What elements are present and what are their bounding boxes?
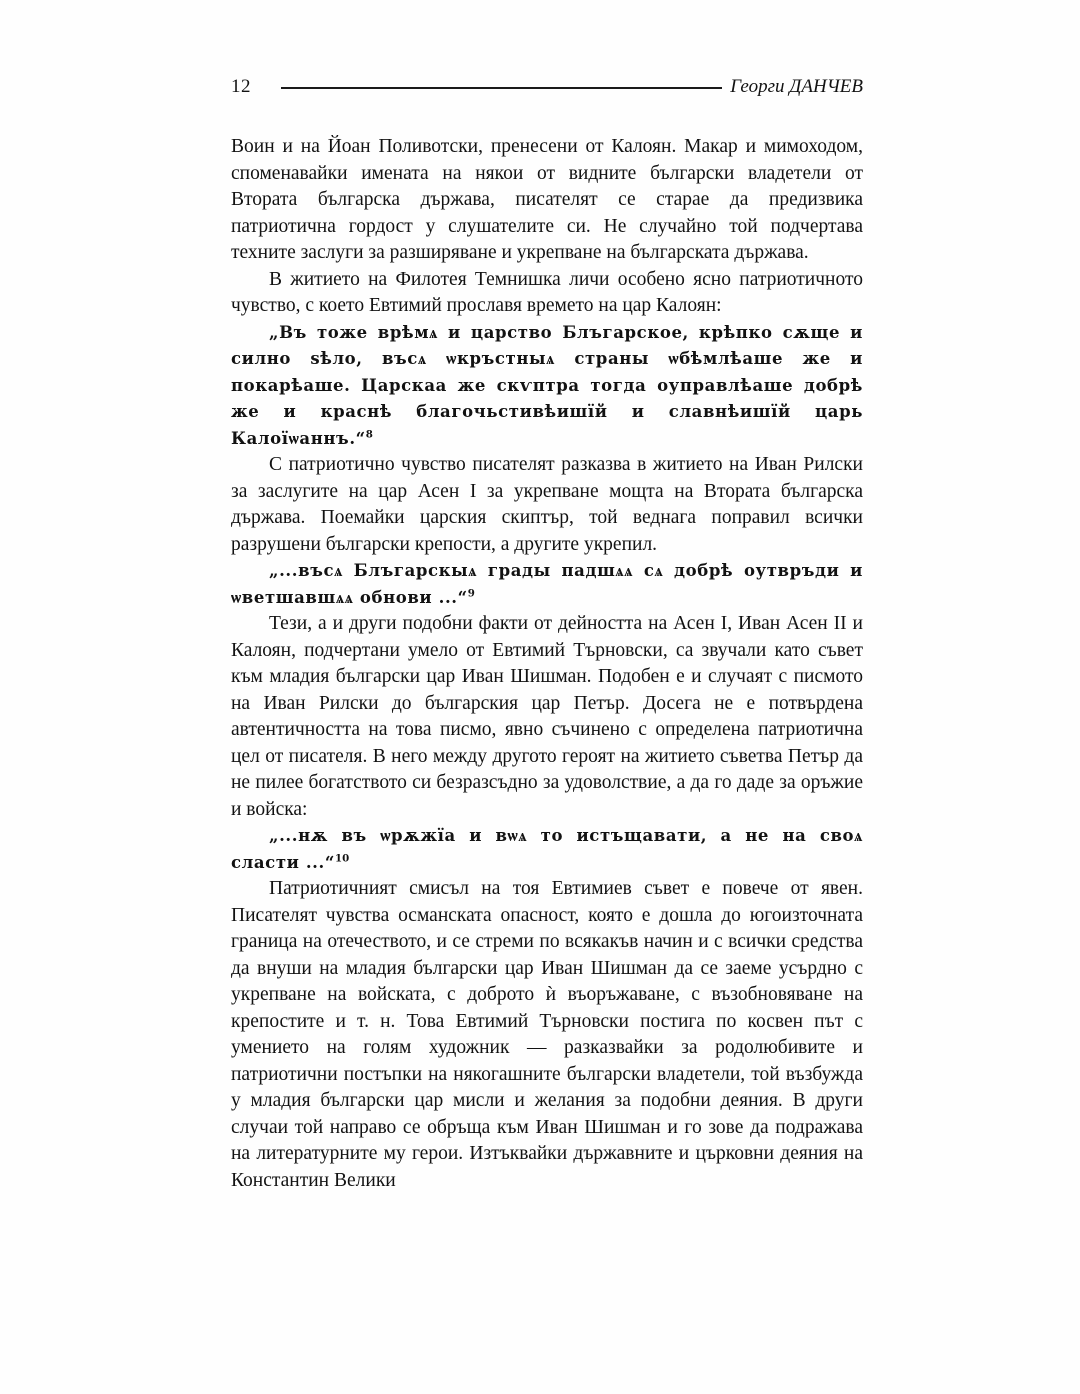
paragraph-1: Воин и на Йоан Поливотски, пренесени от Калоян. Макар и мимоходом, споменавайки имената на някои от видните български владетели от Втората българска държава, писателят се старае да предизвика патриотична гордост у слушателите си. Не случайно той подчертава техните заслуги за разширяване и укрепване на българската държава. (231, 136, 863, 263)
text-block (231, 76, 863, 1194)
quote-1-text: „Въ тоже врѣмѧ и царство Блъгарское, крѣпко сѫще и силно ѕѣло, въсѧ ѡкръстныѧ страны ѡбѣмлѣаше же и покарѣаше. Царскаа же скѵптра тогда оуправлѣаше добрѣ же и краснѣ благочьстивѣишїй и славнѣишїй царь Калоїѡаннъ.“ (231, 322, 863, 448)
paragraph-2: В житието на Филотея Темнишка личи особено ясно патриотичното чувство, с което Евтимий прославя времето на цар Калоян: (231, 268, 863, 316)
paragraph-5: Патриотичният смисъл на тоя Евтимиев съвет е повече от явен. Писателят чувства османската опасност, която е дошла до югоизточната граница на отечеството, и се стреми по всякакъв начин и с всички средства да внуши на младия български цар Иван Шишман да се заеме усърдно с укрепване на войската, с доброто ѝ въоръжаване, с възобновяване на крепостите и т. н. Това Евтимий Търновски постига по косвен път с умението на голям художник — разказвайки за родолюбивите и патриотични постъпки на някогашните български владетели, той възбужда у младия български цар мисли и желания за подобни деяния. В други случаи той направо се обръща към Иван Шишман и го зове да подражава на литературните му герои. Изтъквайки държавните и църковни деяния на Константин Велики (231, 878, 863, 1191)
paragraph-4: Тези, а и други подобни факти от дейността на Асен I, Иван Асен II и Калоян, подчертани умело от Евтимий Търновски, са звучали като съвет към младия български цар Иван Шишман. Подобен е и случаят с писмото на Иван Рилски до българския цар Петър. Досега не е потвърдена автентичността на това писмо, явно съчинено с определена патриотична цел от писателя. В него между другото героят на житието съветва Петър да не пилее богатството си безразсъдно за удоволствие, а да го даде за оръжие и войска: (231, 613, 863, 820)
header-rule (281, 87, 722, 89)
quote-2-text: „...въсѧ Блъгарскыѧ грады падшѧѧ сѧ добрѣ оутвръди и ѡветшавшѧѧ обнови ...“ (231, 561, 863, 607)
footnote-ref-9: 9 (467, 587, 475, 599)
body-text (231, 134, 863, 1194)
paragraph-3: С патриотично чувство писателят разказва в житието на Иван Рилски за заслугите на цар Асен I за укрепване мощта на Втората българска държава. Поемайки царския скиптър, той веднага поправил всички разрушени български крепости, а другите укрепил. (231, 454, 863, 555)
page-header (231, 76, 863, 98)
footnote-ref-10: 10 (334, 852, 350, 864)
quote-3-text: „...нѫ въ ѡрѫжїа и вѡѧ то истъщавати, а не на своѧ сласти ...“ (231, 826, 863, 872)
quote-1 (231, 320, 863, 453)
quote-3 (231, 823, 863, 876)
quote-2 (231, 558, 863, 611)
footnote-ref-8: 8 (365, 428, 373, 440)
header-author: Георги ДАНЧЕВ (730, 76, 863, 97)
page-number: 12 (231, 76, 251, 97)
